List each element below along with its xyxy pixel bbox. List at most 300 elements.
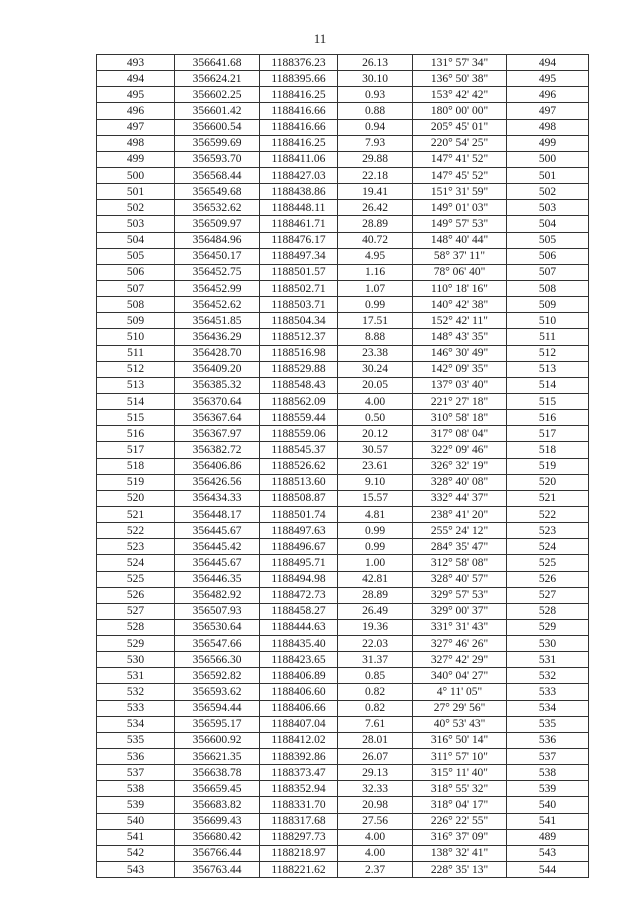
bearing-cell: 153° 42' 42" xyxy=(413,87,507,103)
distance-cell: 26.42 xyxy=(338,200,413,216)
next-point-id-cell: 524 xyxy=(507,539,589,555)
x-coordinate-cell: 356549.68 xyxy=(175,184,260,200)
x-coordinate-cell: 356600.54 xyxy=(175,119,260,135)
x-coordinate-cell: 356451.85 xyxy=(175,313,260,329)
x-coordinate-cell: 356592.82 xyxy=(175,668,260,684)
bearing-cell: 151° 31' 59" xyxy=(413,184,507,200)
next-point-id-cell: 505 xyxy=(507,232,589,248)
table-row xyxy=(97,377,589,393)
point-id-cell: 498 xyxy=(97,135,175,151)
bearing-cell: 327° 42' 29" xyxy=(413,652,507,668)
distance-cell: 8.88 xyxy=(338,329,413,345)
point-id-cell: 513 xyxy=(97,377,175,393)
distance-cell: 20.05 xyxy=(338,377,413,393)
point-id-cell: 538 xyxy=(97,781,175,797)
table-row xyxy=(97,571,589,587)
table-row xyxy=(97,490,589,506)
point-id-cell: 515 xyxy=(97,410,175,426)
distance-cell: 30.10 xyxy=(338,71,413,87)
bearing-cell: 328° 40' 57" xyxy=(413,571,507,587)
distance-cell: 28.89 xyxy=(338,216,413,232)
next-point-id-cell: 494 xyxy=(507,55,589,71)
table-row xyxy=(97,55,589,71)
x-coordinate-cell: 356766.44 xyxy=(175,845,260,861)
y-coordinate-cell: 1188427.03 xyxy=(260,167,338,183)
y-coordinate-cell: 1188406.89 xyxy=(260,668,338,684)
x-coordinate-cell: 356434.33 xyxy=(175,490,260,506)
x-coordinate-cell: 356482.92 xyxy=(175,587,260,603)
y-coordinate-cell: 1188407.04 xyxy=(260,716,338,732)
point-id-cell: 541 xyxy=(97,829,175,845)
y-coordinate-cell: 1188435.40 xyxy=(260,636,338,652)
y-coordinate-cell: 1188297.73 xyxy=(260,829,338,845)
distance-cell: 29.13 xyxy=(338,765,413,781)
point-id-cell: 537 xyxy=(97,765,175,781)
next-point-id-cell: 510 xyxy=(507,313,589,329)
table-row xyxy=(97,474,589,490)
distance-cell: 22.18 xyxy=(338,167,413,183)
distance-cell: 22.03 xyxy=(338,636,413,652)
bearing-cell: 326° 32' 19" xyxy=(413,458,507,474)
y-coordinate-cell: 1188545.37 xyxy=(260,442,338,458)
x-coordinate-cell: 356370.64 xyxy=(175,393,260,409)
x-coordinate-cell: 356406.86 xyxy=(175,458,260,474)
bearing-cell: 146° 30' 49" xyxy=(413,345,507,361)
distance-cell: 17.51 xyxy=(338,313,413,329)
x-coordinate-cell: 356367.97 xyxy=(175,426,260,442)
x-coordinate-cell: 356445.67 xyxy=(175,523,260,539)
table-row xyxy=(97,151,589,167)
y-coordinate-cell: 1188416.25 xyxy=(260,135,338,151)
point-id-cell: 493 xyxy=(97,55,175,71)
distance-cell: 28.89 xyxy=(338,587,413,603)
bearing-cell: 148° 40' 44" xyxy=(413,232,507,248)
next-point-id-cell: 532 xyxy=(507,668,589,684)
y-coordinate-cell: 1188406.66 xyxy=(260,700,338,716)
point-id-cell: 523 xyxy=(97,539,175,555)
y-coordinate-cell: 1188395.66 xyxy=(260,71,338,87)
point-id-cell: 519 xyxy=(97,474,175,490)
bearing-cell: 315° 11' 40" xyxy=(413,765,507,781)
bearing-cell: 142° 09' 35" xyxy=(413,361,507,377)
x-coordinate-cell: 356426.56 xyxy=(175,474,260,490)
distance-cell: 1.00 xyxy=(338,555,413,571)
y-coordinate-cell: 1188529.88 xyxy=(260,361,338,377)
table-row xyxy=(97,749,589,765)
table-row xyxy=(97,200,589,216)
x-coordinate-cell: 356445.42 xyxy=(175,539,260,555)
x-coordinate-cell: 356448.17 xyxy=(175,506,260,522)
distance-cell: 42.81 xyxy=(338,571,413,587)
distance-cell: 27.56 xyxy=(338,813,413,829)
next-point-id-cell: 489 xyxy=(507,829,589,845)
point-id-cell: 527 xyxy=(97,603,175,619)
point-id-cell: 509 xyxy=(97,313,175,329)
y-coordinate-cell: 1188472.73 xyxy=(260,587,338,603)
table-row xyxy=(97,765,589,781)
table-row xyxy=(97,587,589,603)
table-row xyxy=(97,119,589,135)
bearing-cell: 180° 00' 00" xyxy=(413,103,507,119)
table-row xyxy=(97,135,589,151)
bearing-cell: 40° 53' 43" xyxy=(413,716,507,732)
y-coordinate-cell: 1188221.62 xyxy=(260,862,338,878)
next-point-id-cell: 503 xyxy=(507,200,589,216)
next-point-id-cell: 543 xyxy=(507,845,589,861)
y-coordinate-cell: 1188508.87 xyxy=(260,490,338,506)
y-coordinate-cell: 1188448.11 xyxy=(260,200,338,216)
distance-cell: 28.01 xyxy=(338,732,413,748)
point-id-cell: 542 xyxy=(97,845,175,861)
y-coordinate-cell: 1188559.06 xyxy=(260,426,338,442)
point-id-cell: 507 xyxy=(97,280,175,296)
bearing-cell: 131° 57' 34" xyxy=(413,55,507,71)
distance-cell: 2.37 xyxy=(338,862,413,878)
y-coordinate-cell: 1188416.66 xyxy=(260,119,338,135)
next-point-id-cell: 533 xyxy=(507,684,589,700)
x-coordinate-cell: 356641.68 xyxy=(175,55,260,71)
bearing-cell: 152° 42' 11" xyxy=(413,313,507,329)
point-id-cell: 501 xyxy=(97,184,175,200)
y-coordinate-cell: 1188412.02 xyxy=(260,732,338,748)
bearing-cell: 332° 44' 37" xyxy=(413,490,507,506)
table-row xyxy=(97,523,589,539)
point-id-cell: 495 xyxy=(97,87,175,103)
bearing-cell: 58° 37' 11" xyxy=(413,248,507,264)
table-row xyxy=(97,700,589,716)
point-id-cell: 505 xyxy=(97,248,175,264)
x-coordinate-cell: 356595.17 xyxy=(175,716,260,732)
y-coordinate-cell: 1188495.71 xyxy=(260,555,338,571)
next-point-id-cell: 529 xyxy=(507,619,589,635)
distance-cell: 40.72 xyxy=(338,232,413,248)
point-id-cell: 521 xyxy=(97,506,175,522)
y-coordinate-cell: 1188513.60 xyxy=(260,474,338,490)
table-row xyxy=(97,813,589,829)
table-row xyxy=(97,781,589,797)
x-coordinate-cell: 356484.96 xyxy=(175,232,260,248)
table-row xyxy=(97,167,589,183)
table-row xyxy=(97,329,589,345)
point-id-cell: 512 xyxy=(97,361,175,377)
bearing-cell: 331° 31' 43" xyxy=(413,619,507,635)
point-id-cell: 502 xyxy=(97,200,175,216)
distance-cell: 26.07 xyxy=(338,749,413,765)
bearing-cell: 149° 01' 03" xyxy=(413,200,507,216)
x-coordinate-cell: 356599.69 xyxy=(175,135,260,151)
next-point-id-cell: 507 xyxy=(507,264,589,280)
y-coordinate-cell: 1188562.09 xyxy=(260,393,338,409)
next-point-id-cell: 515 xyxy=(507,393,589,409)
distance-cell: 0.99 xyxy=(338,297,413,313)
next-point-id-cell: 528 xyxy=(507,603,589,619)
table-row xyxy=(97,603,589,619)
bearing-cell: 312° 58' 08" xyxy=(413,555,507,571)
table-row xyxy=(97,361,589,377)
next-point-id-cell: 512 xyxy=(507,345,589,361)
table-row xyxy=(97,87,589,103)
table-row xyxy=(97,216,589,232)
next-point-id-cell: 521 xyxy=(507,490,589,506)
distance-cell: 32.33 xyxy=(338,781,413,797)
distance-cell: 15.57 xyxy=(338,490,413,506)
table-row xyxy=(97,393,589,409)
point-id-cell: 525 xyxy=(97,571,175,587)
distance-cell: 0.82 xyxy=(338,700,413,716)
point-id-cell: 516 xyxy=(97,426,175,442)
distance-cell: 0.88 xyxy=(338,103,413,119)
x-coordinate-cell: 356382.72 xyxy=(175,442,260,458)
x-coordinate-cell: 356452.62 xyxy=(175,297,260,313)
x-coordinate-cell: 356600.92 xyxy=(175,732,260,748)
x-coordinate-cell: 356452.75 xyxy=(175,264,260,280)
y-coordinate-cell: 1188503.71 xyxy=(260,297,338,313)
point-id-cell: 506 xyxy=(97,264,175,280)
y-coordinate-cell: 1188502.71 xyxy=(260,280,338,296)
x-coordinate-cell: 356659.45 xyxy=(175,781,260,797)
x-coordinate-cell: 356367.64 xyxy=(175,410,260,426)
x-coordinate-cell: 356680.42 xyxy=(175,829,260,845)
bearing-cell: 238° 41' 20" xyxy=(413,506,507,522)
y-coordinate-cell: 1188501.74 xyxy=(260,506,338,522)
x-coordinate-cell: 356509.97 xyxy=(175,216,260,232)
point-id-cell: 522 xyxy=(97,523,175,539)
x-coordinate-cell: 356638.78 xyxy=(175,765,260,781)
y-coordinate-cell: 1188504.34 xyxy=(260,313,338,329)
table-row xyxy=(97,410,589,426)
bearing-cell: 4° 11' 05" xyxy=(413,684,507,700)
x-coordinate-cell: 356450.17 xyxy=(175,248,260,264)
y-coordinate-cell: 1188496.67 xyxy=(260,539,338,555)
distance-cell: 1.07 xyxy=(338,280,413,296)
table-row xyxy=(97,732,589,748)
x-coordinate-cell: 356763.44 xyxy=(175,862,260,878)
bearing-cell: 147° 41' 52" xyxy=(413,151,507,167)
next-point-id-cell: 531 xyxy=(507,652,589,668)
distance-cell: 4.81 xyxy=(338,506,413,522)
coordinates-table-body xyxy=(97,55,589,878)
next-point-id-cell: 518 xyxy=(507,442,589,458)
next-point-id-cell: 534 xyxy=(507,700,589,716)
point-id-cell: 535 xyxy=(97,732,175,748)
bearing-cell: 140° 42' 38" xyxy=(413,297,507,313)
y-coordinate-cell: 1188406.60 xyxy=(260,684,338,700)
next-point-id-cell: 509 xyxy=(507,297,589,313)
bearing-cell: 226° 22' 55" xyxy=(413,813,507,829)
bearing-cell: 136° 50' 38" xyxy=(413,71,507,87)
distance-cell: 23.61 xyxy=(338,458,413,474)
bearing-cell: 27° 29' 56" xyxy=(413,700,507,716)
x-coordinate-cell: 356547.66 xyxy=(175,636,260,652)
point-id-cell: 531 xyxy=(97,668,175,684)
coordinates-table xyxy=(96,54,589,878)
bearing-cell: 328° 40' 08" xyxy=(413,474,507,490)
next-point-id-cell: 526 xyxy=(507,571,589,587)
distance-cell: 0.85 xyxy=(338,668,413,684)
bearing-cell: 78° 06' 40" xyxy=(413,264,507,280)
x-coordinate-cell: 356683.82 xyxy=(175,797,260,813)
bearing-cell: 228° 35' 13" xyxy=(413,862,507,878)
next-point-id-cell: 495 xyxy=(507,71,589,87)
y-coordinate-cell: 1188218.97 xyxy=(260,845,338,861)
table-row xyxy=(97,716,589,732)
bearing-cell: 327° 46' 26" xyxy=(413,636,507,652)
distance-cell: 20.98 xyxy=(338,797,413,813)
y-coordinate-cell: 1188376.23 xyxy=(260,55,338,71)
table-row xyxy=(97,297,589,313)
distance-cell: 19.41 xyxy=(338,184,413,200)
point-id-cell: 503 xyxy=(97,216,175,232)
y-coordinate-cell: 1188416.66 xyxy=(260,103,338,119)
point-id-cell: 508 xyxy=(97,297,175,313)
next-point-id-cell: 520 xyxy=(507,474,589,490)
x-coordinate-cell: 356446.35 xyxy=(175,571,260,587)
next-point-id-cell: 540 xyxy=(507,797,589,813)
table-row xyxy=(97,652,589,668)
y-coordinate-cell: 1188352.94 xyxy=(260,781,338,797)
next-point-id-cell: 538 xyxy=(507,765,589,781)
y-coordinate-cell: 1188373.47 xyxy=(260,765,338,781)
point-id-cell: 496 xyxy=(97,103,175,119)
distance-cell: 4.95 xyxy=(338,248,413,264)
next-point-id-cell: 499 xyxy=(507,135,589,151)
point-id-cell: 517 xyxy=(97,442,175,458)
point-id-cell: 510 xyxy=(97,329,175,345)
next-point-id-cell: 527 xyxy=(507,587,589,603)
distance-cell: 26.13 xyxy=(338,55,413,71)
x-coordinate-cell: 356409.20 xyxy=(175,361,260,377)
distance-cell: 26.49 xyxy=(338,603,413,619)
next-point-id-cell: 506 xyxy=(507,248,589,264)
table-row xyxy=(97,280,589,296)
table-row xyxy=(97,458,589,474)
table-row xyxy=(97,71,589,87)
table-row xyxy=(97,829,589,845)
distance-cell: 19.36 xyxy=(338,619,413,635)
next-point-id-cell: 501 xyxy=(507,167,589,183)
table-row xyxy=(97,264,589,280)
table-row xyxy=(97,636,589,652)
next-point-id-cell: 539 xyxy=(507,781,589,797)
x-coordinate-cell: 356621.35 xyxy=(175,749,260,765)
y-coordinate-cell: 1188526.62 xyxy=(260,458,338,474)
y-coordinate-cell: 1188476.17 xyxy=(260,232,338,248)
y-coordinate-cell: 1188416.25 xyxy=(260,87,338,103)
bearing-cell: 322° 09' 46" xyxy=(413,442,507,458)
table-row xyxy=(97,797,589,813)
point-id-cell: 534 xyxy=(97,716,175,732)
distance-cell: 0.99 xyxy=(338,539,413,555)
distance-cell: 7.61 xyxy=(338,716,413,732)
distance-cell: 7.93 xyxy=(338,135,413,151)
x-coordinate-cell: 356507.93 xyxy=(175,603,260,619)
next-point-id-cell: 523 xyxy=(507,523,589,539)
distance-cell: 9.10 xyxy=(338,474,413,490)
point-id-cell: 536 xyxy=(97,749,175,765)
table-row xyxy=(97,555,589,571)
y-coordinate-cell: 1188438.86 xyxy=(260,184,338,200)
next-point-id-cell: 530 xyxy=(507,636,589,652)
bearing-cell: 149° 57' 53" xyxy=(413,216,507,232)
x-coordinate-cell: 356445.67 xyxy=(175,555,260,571)
x-coordinate-cell: 356385.32 xyxy=(175,377,260,393)
x-coordinate-cell: 356593.62 xyxy=(175,684,260,700)
table-row xyxy=(97,539,589,555)
next-point-id-cell: 522 xyxy=(507,506,589,522)
y-coordinate-cell: 1188501.57 xyxy=(260,264,338,280)
next-point-id-cell: 535 xyxy=(507,716,589,732)
next-point-id-cell: 513 xyxy=(507,361,589,377)
table-row xyxy=(97,103,589,119)
y-coordinate-cell: 1188423.65 xyxy=(260,652,338,668)
y-coordinate-cell: 1188548.43 xyxy=(260,377,338,393)
point-id-cell: 494 xyxy=(97,71,175,87)
point-id-cell: 530 xyxy=(97,652,175,668)
x-coordinate-cell: 356566.30 xyxy=(175,652,260,668)
next-point-id-cell: 496 xyxy=(507,87,589,103)
bearing-cell: 221° 27' 18" xyxy=(413,393,507,409)
y-coordinate-cell: 1188516.98 xyxy=(260,345,338,361)
table-row xyxy=(97,313,589,329)
table-row xyxy=(97,345,589,361)
bearing-cell: 318° 04' 17" xyxy=(413,797,507,813)
next-point-id-cell: 500 xyxy=(507,151,589,167)
next-point-id-cell: 502 xyxy=(507,184,589,200)
point-id-cell: 528 xyxy=(97,619,175,635)
point-id-cell: 539 xyxy=(97,797,175,813)
x-coordinate-cell: 356602.25 xyxy=(175,87,260,103)
bearing-cell: 316° 37' 09" xyxy=(413,829,507,845)
x-coordinate-cell: 356594.44 xyxy=(175,700,260,716)
next-point-id-cell: 541 xyxy=(507,813,589,829)
bearing-cell: 138° 32' 41" xyxy=(413,845,507,861)
table-row xyxy=(97,684,589,700)
point-id-cell: 543 xyxy=(97,862,175,878)
x-coordinate-cell: 356624.21 xyxy=(175,71,260,87)
point-id-cell: 499 xyxy=(97,151,175,167)
distance-cell: 30.57 xyxy=(338,442,413,458)
y-coordinate-cell: 1188559.44 xyxy=(260,410,338,426)
y-coordinate-cell: 1188512.37 xyxy=(260,329,338,345)
table-row xyxy=(97,862,589,878)
bearing-cell: 329° 00' 37" xyxy=(413,603,507,619)
next-point-id-cell: 537 xyxy=(507,749,589,765)
page-number: 11 xyxy=(313,31,327,46)
next-point-id-cell: 519 xyxy=(507,458,589,474)
bearing-cell: 329° 57' 53" xyxy=(413,587,507,603)
bearing-cell: 317° 08' 04" xyxy=(413,426,507,442)
x-coordinate-cell: 356530.64 xyxy=(175,619,260,635)
next-point-id-cell: 544 xyxy=(507,862,589,878)
bearing-cell: 147° 45' 52" xyxy=(413,167,507,183)
table-row xyxy=(97,248,589,264)
bearing-cell: 255° 24' 12" xyxy=(413,523,507,539)
y-coordinate-cell: 1188317.68 xyxy=(260,813,338,829)
table-row xyxy=(97,442,589,458)
table-row xyxy=(97,845,589,861)
point-id-cell: 497 xyxy=(97,119,175,135)
y-coordinate-cell: 1188411.06 xyxy=(260,151,338,167)
distance-cell: 29.88 xyxy=(338,151,413,167)
next-point-id-cell: 504 xyxy=(507,216,589,232)
x-coordinate-cell: 356568.44 xyxy=(175,167,260,183)
point-id-cell: 520 xyxy=(97,490,175,506)
bearing-cell: 318° 55' 32" xyxy=(413,781,507,797)
x-coordinate-cell: 356436.29 xyxy=(175,329,260,345)
distance-cell: 1.16 xyxy=(338,264,413,280)
bearing-cell: 220° 54' 25" xyxy=(413,135,507,151)
bearing-cell: 311° 57' 10" xyxy=(413,749,507,765)
